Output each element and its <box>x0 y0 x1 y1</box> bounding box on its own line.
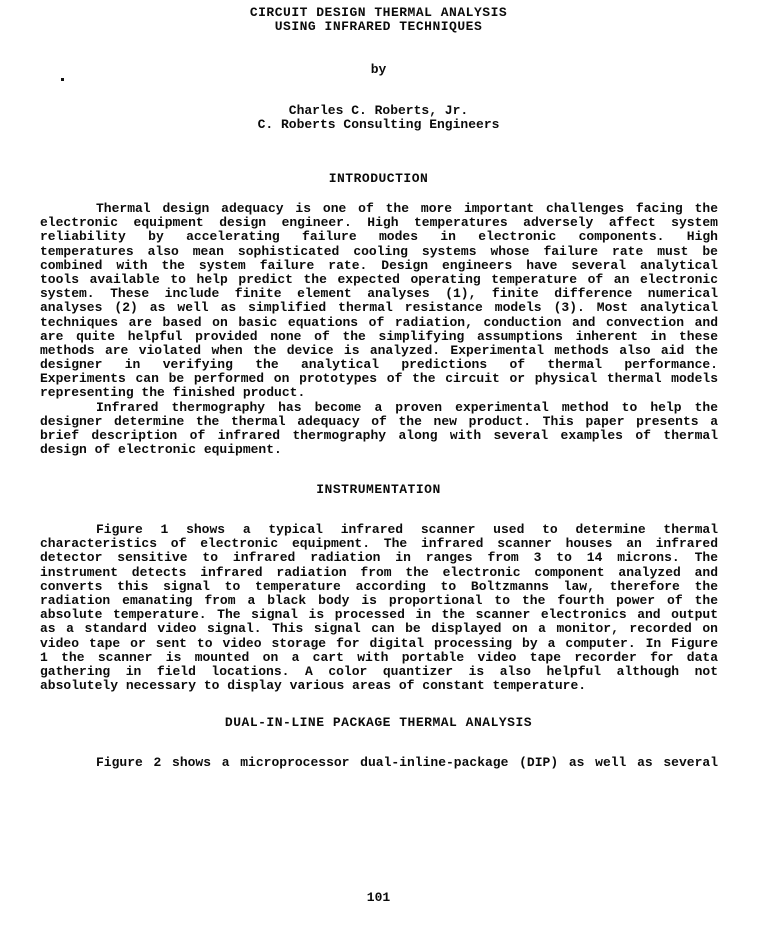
author-line: Charles C. Roberts, Jr. <box>288 103 469 118</box>
text-line: 1 the scanner is mounted on a cart with portable video tape recorder for data <box>40 649 718 665</box>
text-line: video tape or sent to video storage for digital processing by a computer. In Figure <box>40 635 718 651</box>
text-line: temperatures also mean sophisticated cooling systems whose failure rate must be <box>40 243 718 259</box>
text-line: Figure 2 shows a microprocessor dual-inline-package (DIP) as well as several <box>96 755 718 770</box>
text-line: system. These include finite element analyses (1), finite difference numerical <box>40 286 718 302</box>
text-line: combined with the system failure rate. Design engineers have several analytical <box>40 257 718 273</box>
section-heading-introduction: INTRODUCTION <box>328 171 429 186</box>
page-number: 101 <box>366 890 391 905</box>
text-line: Thermal design adequacy is one of the more important challenges facing the <box>96 201 718 216</box>
author-block <box>0 104 757 132</box>
text-line: methods are violated when the device is analyzed. Experimental methods also aid the <box>40 342 718 358</box>
text-line: detector sensitive to infrared radiation in ranges from 3 to 14 microns. The <box>40 550 718 566</box>
text-line: electronic equipment design engineer. High temperatures adversely affect system <box>40 215 718 231</box>
text-line: gathering in field locations. A color quantizer is also helpful although not <box>40 663 718 679</box>
text-line: radiation emanating from a black body is proportional to the fourth power of the <box>40 592 718 608</box>
text-line: design of electronic equipment. <box>40 442 282 458</box>
section-heading-instrumentation: INSTRUMENTATION <box>316 482 441 497</box>
section-heading-dip-analysis: DUAL-IN-LINE PACKAGE THERMAL ANALYSIS <box>224 715 533 730</box>
section-body-dip-analysis <box>40 756 718 770</box>
text-line: tools available to help predict the expected operating temperature of an electronic <box>40 271 718 287</box>
text-line: are quite helpful provided none of the simplifying assumptions inherent in these <box>40 328 718 344</box>
text-line: representing the finished product. <box>40 385 306 401</box>
text-line: Figure 1 shows a typical infrared scanner used to determine thermal <box>96 522 718 537</box>
text-line: characteristics of electronic equipment. The infrared scanner houses an infrared <box>40 536 718 552</box>
text-line: instrument detects infrared radiation from the electronic component analyzed and <box>40 564 718 580</box>
byline: by <box>370 62 387 77</box>
text-line: techniques are based on basic equations of radiation, conduction and convection and <box>40 314 718 330</box>
document-title-line: CIRCUIT DESIGN THERMAL ANALYSIS <box>249 5 508 20</box>
section-body-introduction <box>40 202 718 457</box>
text-line: Experiments can be performed on prototypes of the circuit or physical thermal models <box>40 371 718 387</box>
text-line: designer in verifying the analytical predictions of thermal performance. <box>40 357 718 373</box>
text-line: absolutely necessary to display various areas of constant temperature. <box>40 678 587 694</box>
text-line: Infrared thermography has become a proven experimental method to help the <box>96 399 718 415</box>
text-line: absolute temperature. The signal is processed in the scanner electronics and output <box>40 607 718 623</box>
document-title-line: USING INFRARED TECHNIQUES <box>274 19 483 35</box>
section-body-instrumentation <box>40 523 718 693</box>
ink-speck <box>61 78 64 81</box>
text-line: brief description of infrared thermography along with several examples of thermal <box>40 428 718 443</box>
text-line: designer determine the thermal adequacy of the new product. This paper presents a <box>40 413 718 429</box>
text-line: analyses (2) as well as simplified thermal resistance models (3). Most analytical <box>40 300 718 316</box>
document-title <box>0 6 757 34</box>
author-line: C. Roberts Consulting Engineers <box>257 117 500 133</box>
text-line: reliability by accelerating failure modes in electronic components. High <box>40 229 718 245</box>
text-line: converts this signal to temperature according to Boltzmanns law, therefore the <box>40 578 718 594</box>
text-line: as a standard video signal. This signal can be displayed on a monitor, recorded on <box>40 621 718 637</box>
